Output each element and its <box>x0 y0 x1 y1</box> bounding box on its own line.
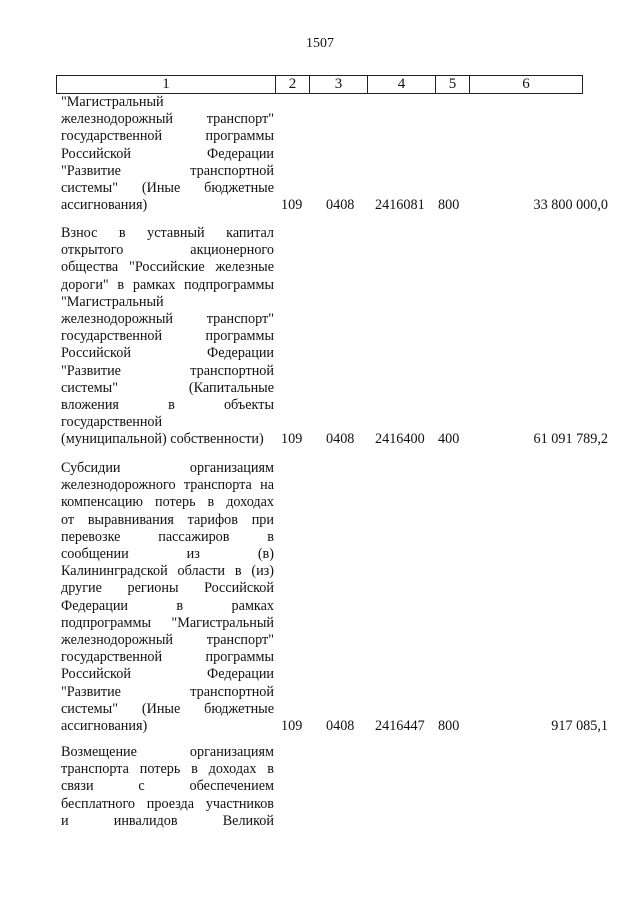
description-line: компенсацию потерь в доходах <box>61 494 274 511</box>
code-cell: 109 <box>281 197 303 213</box>
description-line: вложения в объекты <box>61 397 274 414</box>
description-line: "Развитие транспортной <box>61 683 274 700</box>
code-cell: 109 <box>281 431 303 447</box>
description-line: "Магистральный <box>61 293 164 310</box>
description-line: транспорта потерь в доходах в <box>61 761 274 778</box>
description-line: связи с обеспечением <box>61 778 274 795</box>
description-line: сообщении из (в) <box>61 546 274 563</box>
description-line: Субсидии организациям <box>61 460 274 476</box>
description-line: Российской Федерации <box>61 145 274 162</box>
description-line: и инвалидов Великой <box>61 812 274 829</box>
column-header-table <box>56 75 583 94</box>
description-line: железнодорожный транспорт" <box>61 111 274 128</box>
row-description <box>61 94 274 214</box>
column-header-1: 1 <box>57 76 276 94</box>
description-line: дороги" в рамках подпрограммы <box>61 276 274 293</box>
description-line: государственной <box>61 414 163 431</box>
row-description <box>61 460 274 735</box>
description-line: (муниципальной) собственности) <box>61 431 264 448</box>
description-line: системы" (Иные бюджетные <box>61 700 274 717</box>
description-line: Калининградской области в (из) <box>61 563 274 580</box>
expense-type-cell: 800 <box>438 197 460 213</box>
column-header-3: 3 <box>310 76 368 94</box>
description-line: государственной программы <box>61 649 274 666</box>
amount-cell: 33 800 000,0 <box>533 197 608 213</box>
description-line: Федерации в рамках <box>61 597 274 614</box>
column-header-row <box>57 76 583 94</box>
target-article-cell: 2416400 <box>375 431 425 447</box>
description-line: подпрограммы "Магистральный <box>61 614 274 631</box>
description-line: открытого акционерного <box>61 242 274 259</box>
description-line: "Развитие транспортной <box>61 162 274 179</box>
row-description <box>61 225 274 449</box>
description-line: бесплатного проезда участников <box>61 795 274 812</box>
column-header-4: 4 <box>368 76 436 94</box>
target-article-cell: 2416447 <box>375 718 425 734</box>
description-line: "Развитие транспортной <box>61 362 274 379</box>
description-line: железнодорожного транспорта на <box>61 477 274 494</box>
description-line: Российской Федерации <box>61 345 274 362</box>
description-line: государственной программы <box>61 328 274 345</box>
description-line: перевозке пассажиров в <box>61 528 274 545</box>
section-cell: 0408 <box>326 718 355 734</box>
amount-cell: 61 091 789,2 <box>533 431 608 447</box>
description-line: железнодорожный транспорт" <box>61 311 274 328</box>
column-header-6: 6 <box>470 76 583 94</box>
section-cell: 0408 <box>326 197 355 213</box>
description-line: ассигнования) <box>61 197 148 214</box>
description-line: ассигнования) <box>61 718 148 735</box>
description-line: Российской Федерации <box>61 666 274 683</box>
section-cell: 0408 <box>326 431 355 447</box>
description-line: другие регионы Российской <box>61 580 274 597</box>
column-header-2: 2 <box>276 76 310 94</box>
description-line: системы" (Иные бюджетные <box>61 180 274 197</box>
description-line: Возмещение организациям <box>61 744 274 760</box>
description-line: государственной программы <box>61 128 274 145</box>
amount-cell: 917 085,1 <box>551 718 608 734</box>
description-line: железнодорожный транспорт" <box>61 632 274 649</box>
row-description <box>61 744 274 830</box>
expense-type-cell: 800 <box>438 718 460 734</box>
page-number: 1507 <box>306 36 334 51</box>
code-cell: 109 <box>281 718 303 734</box>
description-line: от выравнивания тарифов при <box>61 511 274 528</box>
expense-type-cell: 400 <box>438 431 460 447</box>
description-line: системы" (Капитальные <box>61 379 274 396</box>
target-article-cell: 2416081 <box>375 197 425 213</box>
description-line: общества "Российские железные <box>61 259 274 276</box>
description-line: "Магистральный <box>61 94 164 110</box>
description-line: Взнос в уставный капитал <box>61 225 274 241</box>
column-header-5: 5 <box>436 76 470 94</box>
